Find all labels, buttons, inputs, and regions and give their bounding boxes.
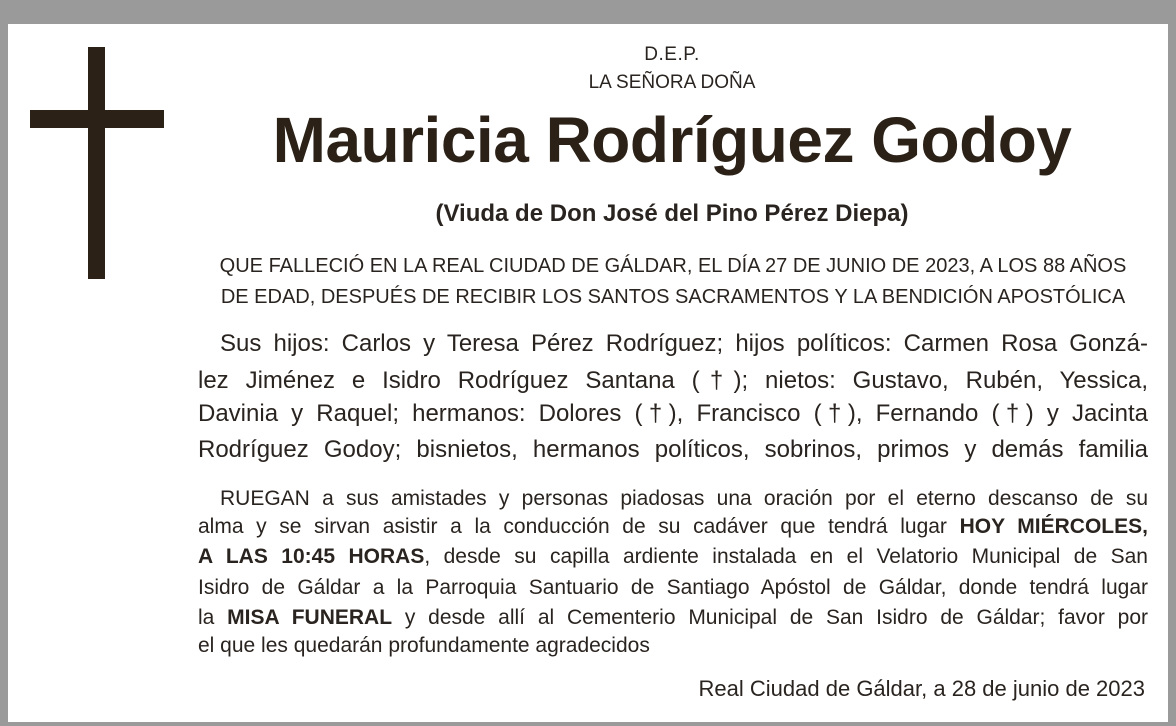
request-line: RUEGAN a sus amistades y personas piadosas una oración por el eterno descanso de su bbox=[220, 487, 1148, 510]
request-line: Isidro de Gáldar a la Parroquia Santuario de Santiago Apóstol de Gáldar, donde tendrá lugar bbox=[198, 576, 1148, 599]
service-day: HOY MIÉRCOLES, bbox=[959, 515, 1148, 538]
family-line: lez Jiménez e Isidro Rodríguez Santana (†); nietos: Gustavo, Rubén, Yessica, bbox=[198, 367, 1148, 394]
service-time: A LAS 10:45 HORAS bbox=[198, 545, 425, 568]
family-line: Sus hijos: Carlos y Teresa Pérez Rodríguez; hijos políticos: Carmen Rosa Gonzá- bbox=[220, 330, 1148, 357]
deceased-name: Mauricia Rodríguez Godoy bbox=[272, 104, 1072, 176]
funeral-mass: MISA FUNERAL bbox=[227, 606, 393, 629]
honorific-title: LA SEÑORA DOÑA bbox=[588, 72, 756, 93]
death-details-line-1: QUE FALLECIÓ EN LA REAL CIUDAD DE GÁLDAR, EL DÍA 27 DE JUNIO DE 2023, A LOS 88 AÑOS bbox=[219, 255, 1127, 277]
cross-icon bbox=[88, 47, 105, 279]
death-details-line-2: DE EDAD, DESPUÉS DE RECIBIR LOS SANTOS SACRAMENTOS Y LA BENDICIÓN APOSTÓLICA bbox=[220, 286, 1126, 308]
family-line: Rodríguez Godoy; bisnietos, hermanos políticos, sobrinos, primos y demás familia bbox=[198, 436, 1148, 463]
request-line: el que les quedarán profundamente agradecidos bbox=[198, 634, 650, 657]
cross-icon-bar bbox=[30, 110, 164, 128]
place-date-signoff: Real Ciudad de Gáldar, a 28 de junio de 2023 bbox=[698, 676, 1145, 701]
request-line: alma y se sirvan asistir a la conducción de su cadáver que tendrá lugar HOY MIÉRCOLES, bbox=[198, 515, 1148, 538]
widow-of-line: (Viuda de Don José del Pino Pérez Diepa) bbox=[435, 200, 909, 227]
dep-heading: D.E.P. bbox=[644, 44, 700, 65]
request-line: A LAS 10:45 HORAS, desde su capilla ardiente instalada en el Velatorio Municipal de San bbox=[198, 545, 1148, 568]
family-line: Davinia y Raquel; hermanos: Dolores (†), Francisco (†), Fernando (†) y Jacinta bbox=[198, 400, 1148, 427]
request-line: la MISA FUNERAL y desde allí al Cementerio Municipal de San Isidro de Gáldar; favor por bbox=[198, 606, 1148, 629]
